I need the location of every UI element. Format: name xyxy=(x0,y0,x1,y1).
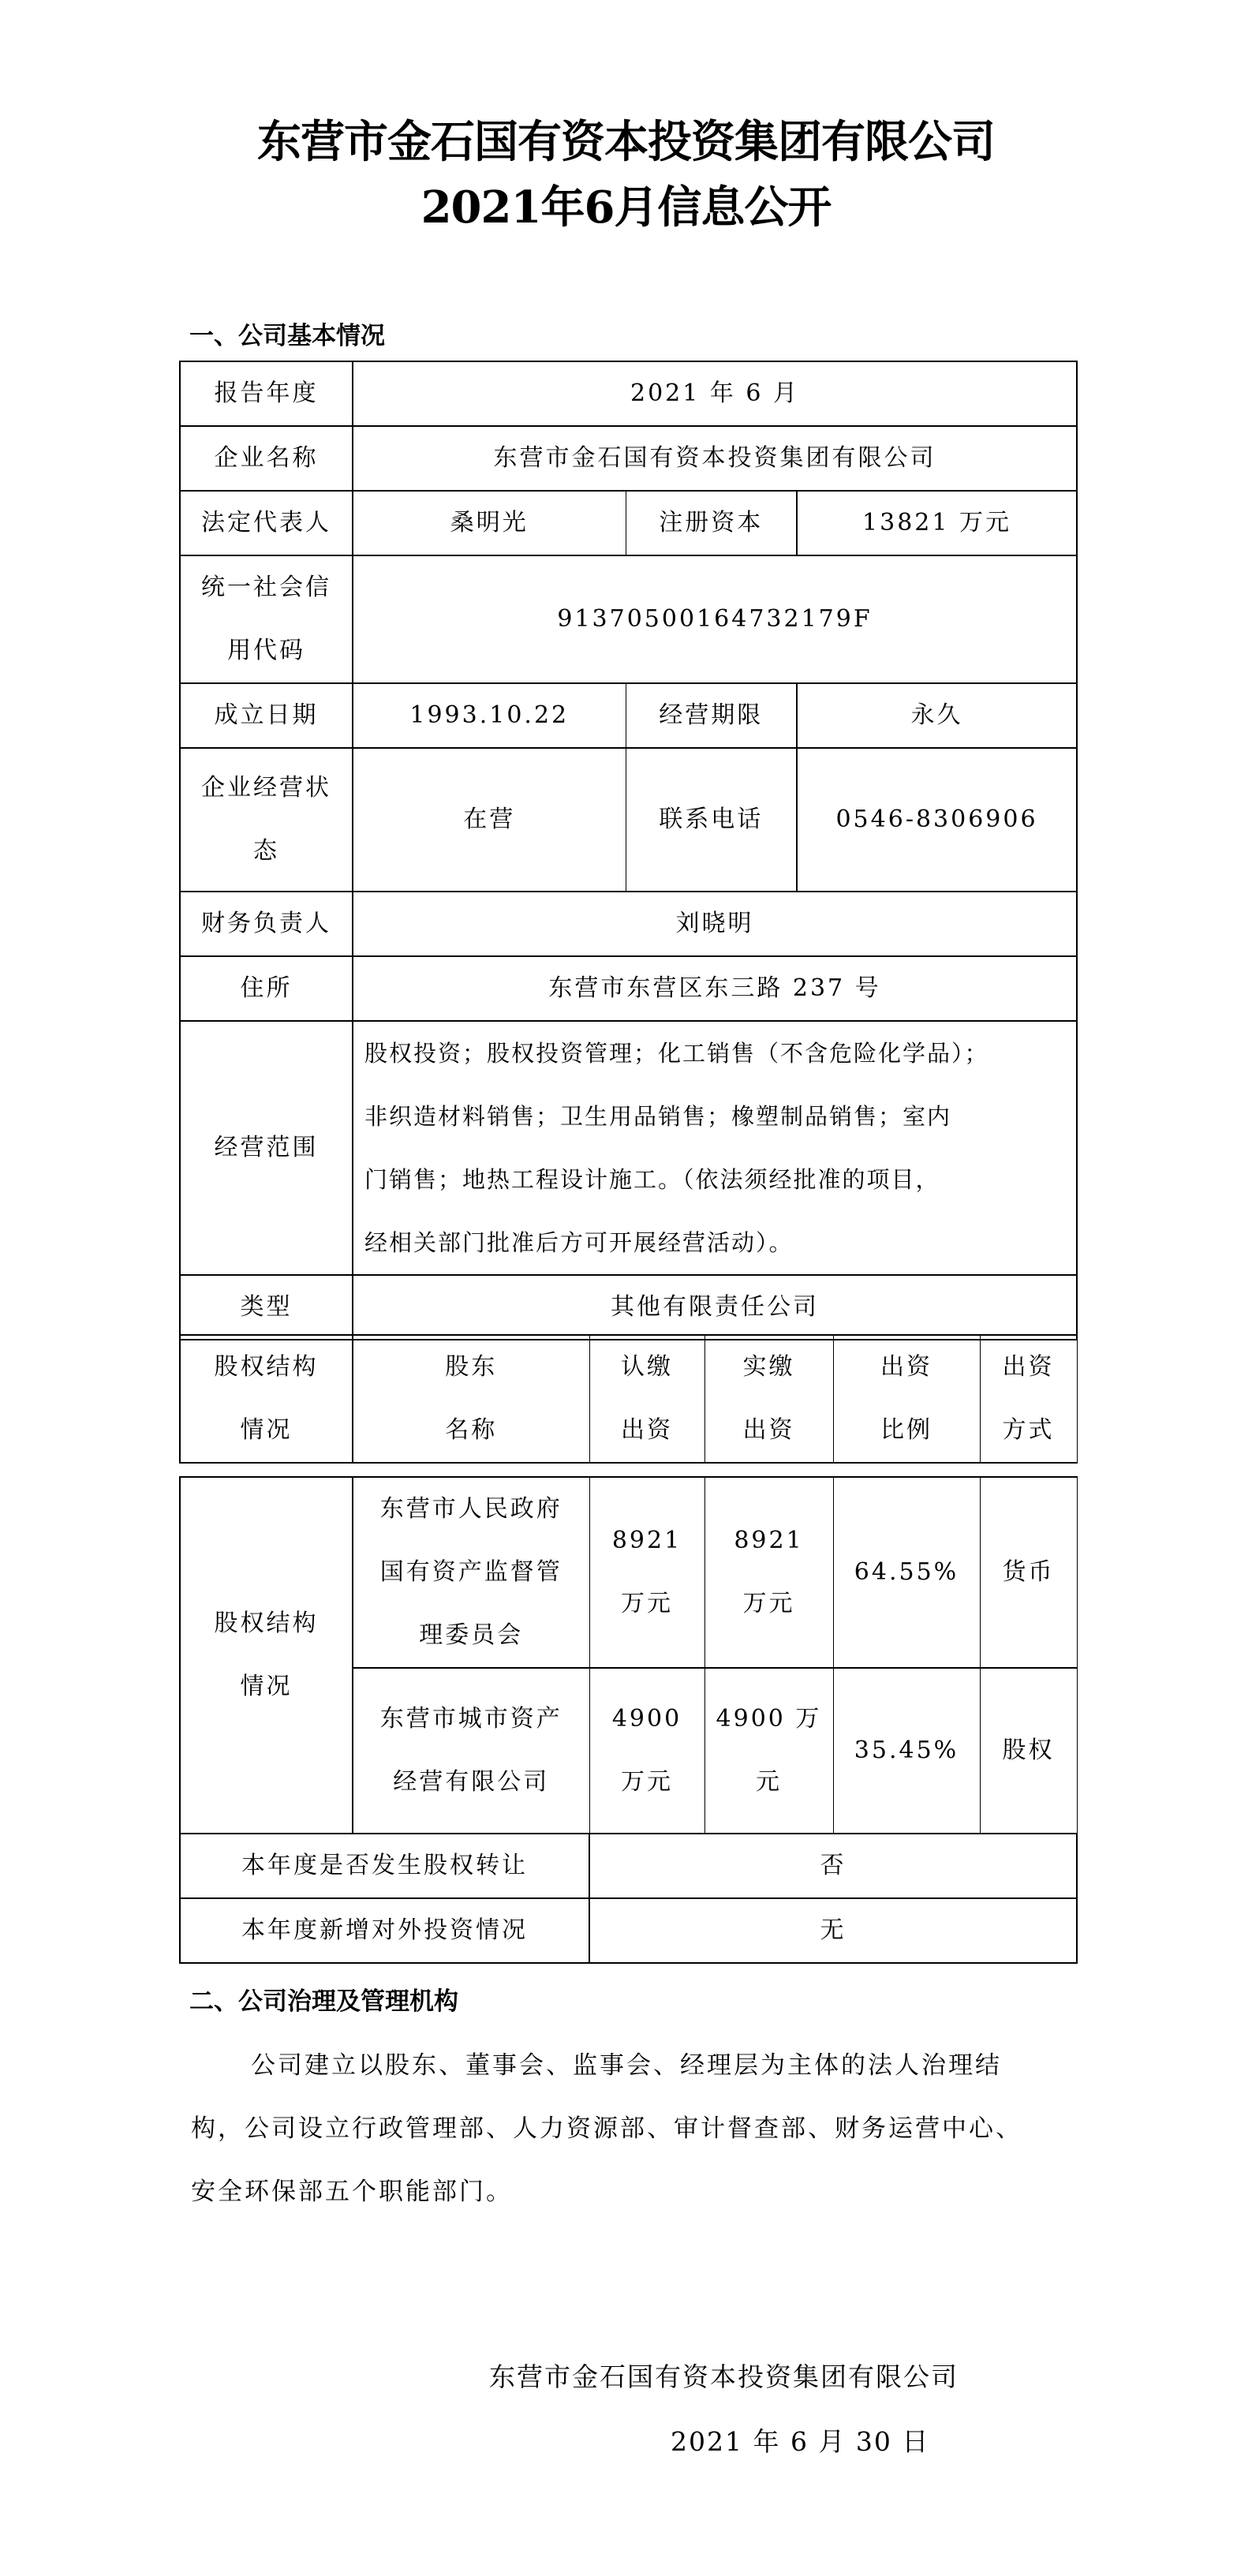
shareholder-method: 货币 xyxy=(980,1477,1077,1668)
col-header-subscribed: 认缴 出资 xyxy=(589,1335,704,1463)
value-status: 在营 xyxy=(353,748,626,892)
col-header-ratio: 出资 比例 xyxy=(833,1335,980,1463)
value-term: 永久 xyxy=(797,683,1077,748)
row-founded xyxy=(180,683,1077,748)
shareholder-method: 股权 xyxy=(980,1668,1077,1834)
value-company-name: 东营市金石国有资本投资集团有限公司 xyxy=(353,426,1077,491)
label-status: 企业经营状 态 xyxy=(180,748,353,892)
label-phone: 联系电话 xyxy=(626,748,797,892)
value-founded: 1993.10.22 xyxy=(353,683,626,748)
equity-header-row xyxy=(180,1335,1077,1463)
shareholder-paid: 8921 万元 xyxy=(704,1477,833,1668)
value-legal-rep: 桑明光 xyxy=(353,491,626,555)
shareholder-paid: 4900 万 元 xyxy=(704,1668,833,1834)
document-title-line2: 2021年6月信息公开 xyxy=(420,181,832,234)
document-title-line1: 东营市金石国有资本投资集团有限公司 xyxy=(257,116,995,168)
col-header-method: 出资 方式 xyxy=(980,1335,1077,1463)
label-founded: 成立日期 xyxy=(180,683,353,748)
label-address: 住所 xyxy=(180,956,353,1021)
label-equity-structure-2: 股权结构 情况 xyxy=(180,1477,353,1834)
row-legal-rep xyxy=(180,491,1077,555)
label-type: 类型 xyxy=(180,1275,353,1340)
label-term: 经营期限 xyxy=(626,683,797,748)
label-legal-rep: 法定代表人 xyxy=(180,491,353,555)
section1-heading: 一、公司基本情况 xyxy=(189,322,385,350)
row-scope xyxy=(180,1021,1077,1275)
shareholder-ratio: 64.55% xyxy=(833,1477,980,1668)
shareholder-name: 东营市人民政府 国有资产监督管 理委员会 xyxy=(353,1477,589,1668)
shareholder-ratio: 35.45% xyxy=(833,1668,980,1834)
row-equity-transfer xyxy=(180,1834,1077,1898)
row-new-investment xyxy=(180,1898,1077,1963)
basic-info-table xyxy=(179,361,1078,1340)
signature-company: 东营市金石国有资本投资集团有限公司 xyxy=(489,2361,959,2392)
row-type xyxy=(180,1275,1077,1340)
shareholders-table xyxy=(179,1476,1078,1964)
shareholder-subscribed: 4900 万元 xyxy=(589,1668,704,1834)
row-company-name xyxy=(180,426,1077,491)
label-company-name: 企业名称 xyxy=(180,426,353,491)
label-equity-transfer: 本年度是否发生股权转让 xyxy=(180,1834,589,1898)
value-finance-head: 刘晓明 xyxy=(353,892,1077,956)
value-scope: 股权投资；股权投资管理；化工销售（不含危险化学品）； 非织造材料销售；卫生用品销售；橡塑制品销售；室内 门销售；地热工程设计施工。（依法须经批准的项目， 经相关部门批准后方可开展经营活动）。 xyxy=(353,1021,1077,1275)
row-report-period xyxy=(180,361,1077,426)
label-registered-capital: 注册资本 xyxy=(626,491,797,555)
label-report-period: 报告年度 xyxy=(180,361,353,426)
value-credit-code: 91370500164732179F xyxy=(353,555,1077,683)
value-type: 其他有限责任公司 xyxy=(353,1275,1077,1340)
row-address xyxy=(180,956,1077,1021)
row-credit-code xyxy=(180,555,1077,683)
col-header-paid: 实缴 出资 xyxy=(704,1335,833,1463)
value-registered-capital: 13821 万元 xyxy=(797,491,1077,555)
shareholder-name: 东营市城市资产 经营有限公司 xyxy=(353,1668,589,1834)
row-status xyxy=(180,748,1077,892)
value-new-investment: 无 xyxy=(589,1898,1077,1963)
signature-date: 2021 年 6 月 30 日 xyxy=(671,2426,930,2457)
value-equity-transfer: 否 xyxy=(589,1834,1077,1898)
equity-header-table xyxy=(179,1334,1078,1464)
label-equity-structure: 股权结构 情况 xyxy=(180,1335,353,1463)
value-report-period: 2021 年 6 月 xyxy=(353,361,1077,426)
section2-heading: 二、公司治理及管理机构 xyxy=(189,1987,458,2016)
value-phone: 0546-8306906 xyxy=(797,748,1077,892)
value-address: 东营市东营区东三路 237 号 xyxy=(353,956,1077,1021)
label-credit-code: 统一社会信 用代码 xyxy=(180,555,353,683)
governance-paragraph: 公司建立以股东、董事会、监事会、经理层为主体的法人治理结 构，公司设立行政管理部、人力资源部、审计督查部、财务运营中心、 安全环保部五个职能部门。 xyxy=(191,2051,1022,2206)
shareholder-row xyxy=(180,1477,1077,1668)
label-new-investment: 本年度新增对外投资情况 xyxy=(180,1898,589,1963)
label-scope: 经营范围 xyxy=(180,1021,353,1275)
col-header-shareholder-name: 股东 名称 xyxy=(353,1335,589,1463)
shareholder-subscribed: 8921 万元 xyxy=(589,1477,704,1668)
row-finance-head xyxy=(180,892,1077,956)
label-finance-head: 财务负责人 xyxy=(180,892,353,956)
